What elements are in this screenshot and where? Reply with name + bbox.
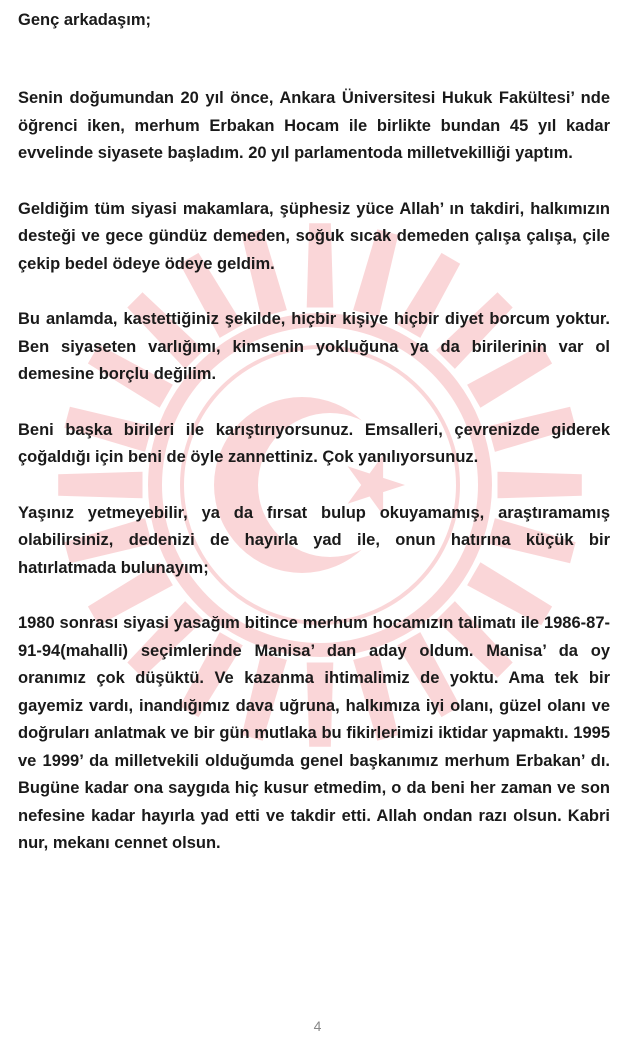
paragraph-1: Senin doğumundan 20 yıl önce, Ankara Üniversitesi Hukuk Fakültesi’ nde öğrenci iken, merhum Erbakan Hocam ile birlikte bundan 45 yıl kadar evvelinde siyasete başladım. 20 yıl parlamentoda milletvekilliği yaptım. — [18, 89, 610, 162]
page-number: 4 — [313, 1018, 322, 1034]
paragraph-3: Bu anlamda, kastettiğiniz şekilde, hiçbir kişiye hiçbir diyet borcum yoktur. Ben siyaseten varlığımı, kimsenin yokluğuna ya da birilerinin var ol demesine borçlu değilim. — [18, 310, 610, 383]
paragraph-2: Geldiğim tüm siyasi makamlara, şüphesiz yüce Allah’ ın takdiri, halkımızın desteği ve gece gündüz demeden, soğuk sıcak demeden çalışa çalışa, çile çekip bedel ödeye ödeye geldim. — [18, 199, 610, 273]
paragraph-4: Beni başka birileri ile karıştırıyorsunuz. Emsalleri, çevrenizde giderek çoğaldığı için beni de öyle zannettiniz. Çok yanılıyorsunuz. — [18, 420, 610, 466]
letter-body — [18, 8, 610, 886]
paragraph-6: 1980 sonrası siyasi yasağım bitince merhum hocamızın talimatı ile 1986-87-91-94(mahalli) seçimlerinde Manisa’ dan aday oldum. Manisa’ da oy oranımız çok düşüktü. Ve kazanma ihtimalimiz de yoktu. Ama tek bir gayemiz vardı, inandığımız dava uğruna, halkımıza iyi olanı, güzel olanı ve doğruları anlatmak ve bir gün mutlaka bu fikirlerimizi iktidar yapmaktı. 1995 ve 1999’ da milletvekili olduğumda genel başkanımız merhum Erbakan’ dı. Bugüne kadar ona saygıda hiç kusur etmedim, o da beni her zaman ve son nefesine kadar hayırla yad etti ve takdir etti. Allah ondan razı olsun. Kabri nur, mekanı cennet olsun. — [18, 614, 610, 852]
letter-greeting: Genç arkadaşım; — [18, 11, 151, 29]
paragraph-5: Yaşınız yetmeyebilir, ya da fırsat bulup okuyamamış, araştıramamış olabilirsiniz, dedenizi de hayırla yad ile, onun hatırına küçük bir hatırlatmada bulunayım; — [18, 503, 610, 577]
